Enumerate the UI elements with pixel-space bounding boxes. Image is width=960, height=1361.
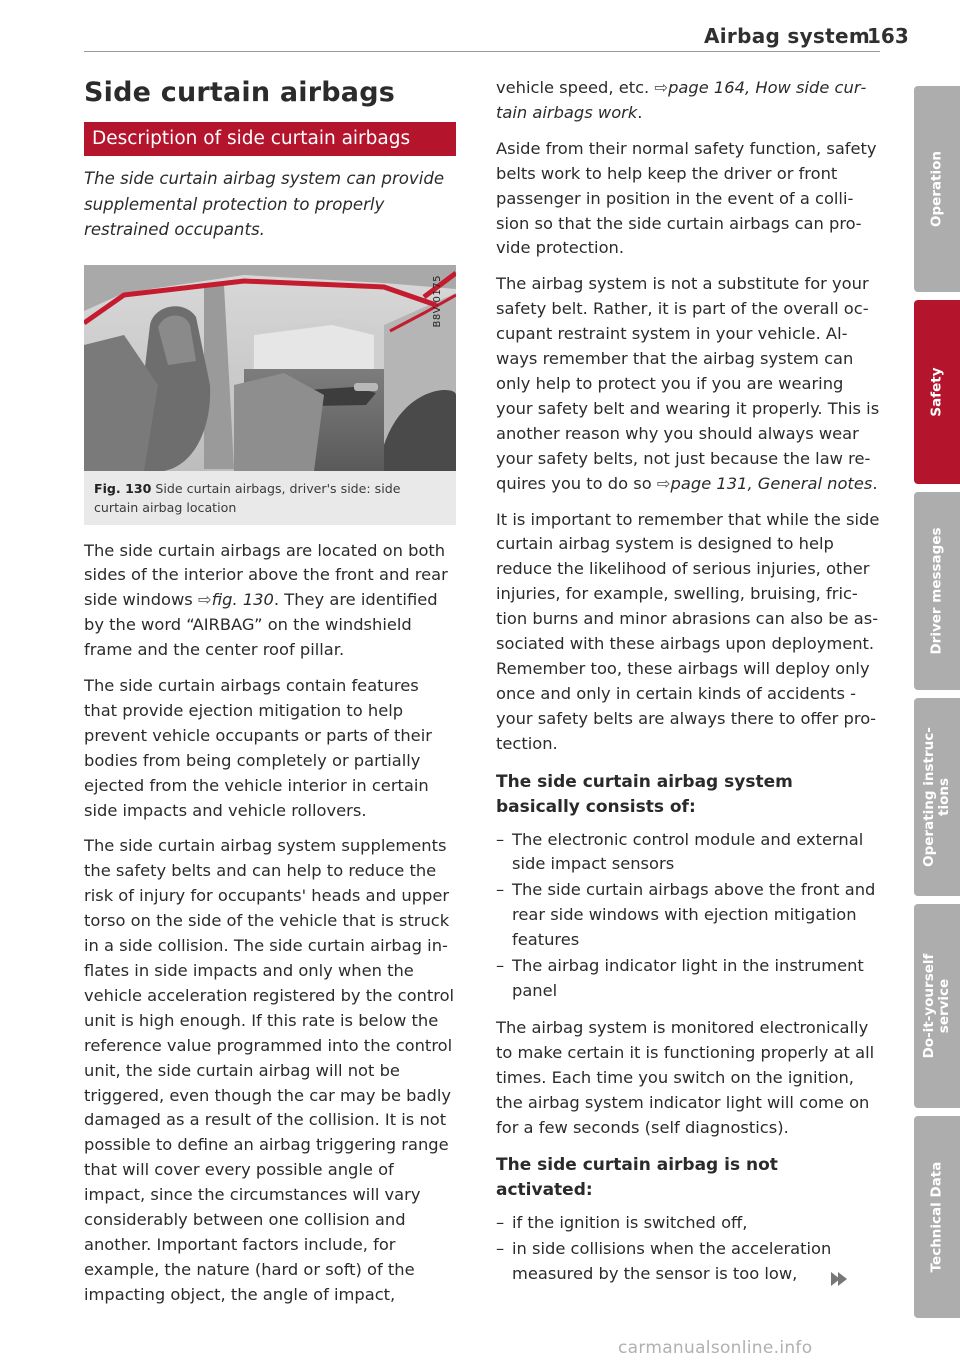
car-interior-illustration xyxy=(84,265,456,471)
subsection-title-bar: Description of side curtain airbags xyxy=(84,122,456,156)
list-item: – in side collisions when the acceleration measured by the sensor is too low, xyxy=(496,1237,880,1287)
figure-caption xyxy=(84,471,456,525)
paragraph-ejection-mitigation: The side curtain airbags contain features that provide ejection mitigation to help prevent vehicle occupants or parts of their bodies from being completely or partially ejected from the vehicle interior in certain side impacts and vehicle rollovers. xyxy=(84,676,432,820)
figure-caption-text: Side curtain airbags, driver's side: side curtain airbag location xyxy=(94,480,401,515)
list-item: – The airbag indicator light in the instrument panel xyxy=(496,954,880,1004)
tab-label: Operation xyxy=(928,150,945,228)
figure-reference-link[interactable]: fig. 130 xyxy=(211,590,274,610)
page-reference-link[interactable]: page 131, General notes xyxy=(670,473,873,493)
continued-arrow-icon xyxy=(838,1272,847,1286)
list-item: – The side curtain airbags above the front and rear side windows with ejection mitigation features xyxy=(496,878,880,953)
right-column xyxy=(496,76,880,1299)
text-span: . xyxy=(637,102,643,122)
watermark: carmanualsonline.info xyxy=(618,1338,813,1358)
text-span: . xyxy=(872,473,878,493)
figure-label: Fig. 130 xyxy=(94,480,152,496)
tab-operation[interactable] xyxy=(914,86,960,292)
paragraph-supplements: The side curtain airbag system supplements the safety belts and can help to reduce the risk of injury for occupants' heads and upper torso on the side of the vehicle that is struck in a side collision. The side curtain airbag inflates in side impacts and only when the vehicle acceleration registered by the control unit is high enough. If this rate is below the reference value programmed into the control unit, the side curtain airbag will not be triggered, even though the car may be badly damaged as a result of the collision. It is not possible to define an airbag triggering range that will cover every possible angle of impact, since the circumstances will vary considerably between one collision and another. Important factors include, for example, the nature (hard or soft) of the impacting object, the angle of impact, xyxy=(84,836,455,1304)
tab-label: Technical Data xyxy=(928,1161,945,1273)
tab-operating-instructions[interactable] xyxy=(914,698,960,896)
figure-code: B8V-0175 xyxy=(432,274,444,328)
paragraph-safety-belts: Aside from their normal safety function, safety belts work to help keep the driver or front passenger in position in the event of a collision so that the side curtain airbags can provide protection. xyxy=(496,138,877,258)
paragraph-not-substitute xyxy=(496,272,880,496)
paragraph-important: It is important to remember that while the side curtain airbag system is designed to help reduce the likelihood of serious injuries, other injuries, for example, swelling, bruising, friction burns and minor abrasions can also be associated with these airbags upon deployment. Remember too, these airbags will deploy only once and only in certain kinds of accidents - your safety belts are always there to offer protection. xyxy=(496,509,880,753)
heading-not-activated: The side curtain airbag is not activated: xyxy=(496,1155,778,1201)
cross-reference-arrow-icon: ⇨ xyxy=(656,473,671,493)
cross-reference-arrow-icon: ⇨ xyxy=(654,78,669,97)
tab-label: Safety xyxy=(928,367,945,417)
running-header-section: Airbag system xyxy=(704,24,870,48)
tab-label: Do-it-yourself service xyxy=(921,953,952,1059)
text-span: . They are identified by the word “AIRBAG” on the windshield frame and the center roof pillar. xyxy=(84,590,438,660)
header-rule xyxy=(84,51,880,52)
tab-label: Operating instructions xyxy=(921,727,952,867)
cross-reference-arrow-icon: ⇨ xyxy=(197,590,212,610)
heading-system-consists: The side curtain airbag system basically consists of: xyxy=(496,771,793,817)
not-activated-list xyxy=(496,1211,880,1287)
figure-130 xyxy=(84,265,456,525)
tab-label: Driver messages xyxy=(928,527,945,655)
paragraph-location xyxy=(84,539,456,664)
page-reference-link[interactable]: page 164, How side curtain airbags work xyxy=(496,78,867,122)
page-number: 163 xyxy=(867,24,909,48)
list-item: – The electronic control module and external side impact sensors xyxy=(496,828,880,878)
text-span: The airbag system is not a substitute for your safety belt. Rather, it is part of the overall occupant restraint system in your vehicle. Always remember that the airbag system can only help to protect you if you are wearing your safety belt and wearing it properly. This is another reason why you should always wear your safety belts, not just because the law requires you to do so xyxy=(496,274,880,493)
list-item: – if the ignition is switched off, xyxy=(496,1211,880,1236)
tab-safety[interactable] xyxy=(914,300,960,484)
tab-technical-data[interactable] xyxy=(914,1116,960,1318)
left-column xyxy=(84,72,456,1319)
component-list xyxy=(496,828,880,1004)
text-span: vehicle speed, etc. xyxy=(496,78,655,97)
paragraph-continued xyxy=(496,76,880,126)
paragraph-monitored: The airbag system is monitored electronically to make certain it is functioning properly at all times. Each time you switch on the ignition, the airbag system indicator light will come on for a few seconds (self diagnostics). xyxy=(496,1017,875,1137)
section-title: Side curtain airbags xyxy=(84,77,396,108)
intro-text: The side curtain airbag system can provide supplemental protection to properly restrained occupants. xyxy=(84,169,445,239)
tab-do-it-yourself[interactable] xyxy=(914,904,960,1108)
airbag-location-illustration xyxy=(84,265,456,471)
tab-driver-messages[interactable] xyxy=(914,492,960,690)
text-span: The side curtain airbags are located on both sides of the interior above the front and rear side windows xyxy=(84,540,448,610)
